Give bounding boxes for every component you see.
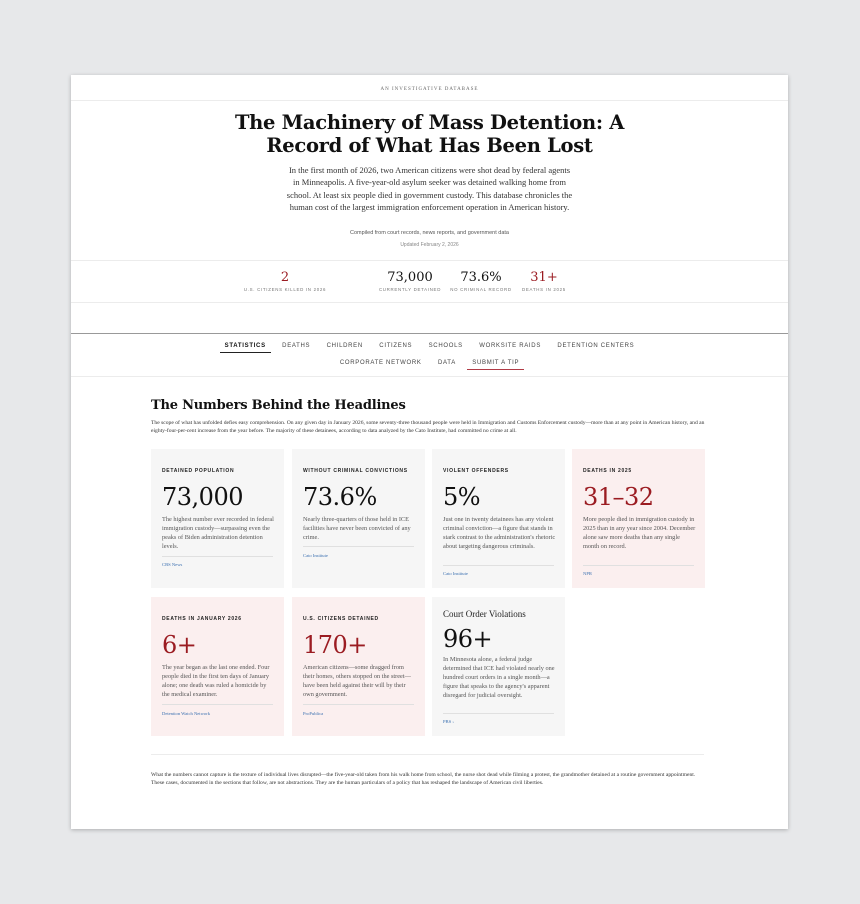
card-without-convictions <box>292 449 425 588</box>
stat-no-criminal-record <box>441 270 521 292</box>
card-source-link[interactable]: ProPublica <box>303 711 324 716</box>
header-divider <box>71 100 788 101</box>
card-label: WITHOUT CRIMINAL CONVICTIONS <box>303 468 408 474</box>
stats-bar <box>71 260 788 303</box>
card-court-order-violations <box>432 597 565 736</box>
section-intro: The scope of what has unfolded defies easy comprehension. On any given day in January 2026, some seventy-three thousand people were held in Immigration and Customs Enforcement custody—more than at any point in American history, and an eighty-four-per-cent increase from the year before. The majority of these detainees, according to data analyzed by the Cato Institute, had committed no crime at all. <box>151 420 705 434</box>
card-source-link[interactable]: Cato Institute <box>303 553 328 558</box>
card-divider <box>303 704 414 705</box>
tab-citizens[interactable]: CITIZENS <box>379 343 413 349</box>
card-divider <box>583 565 694 566</box>
tab-submit-a-tip[interactable]: SUBMIT A TIP <box>467 360 524 370</box>
card-label: VIOLENT OFFENDERS <box>443 468 509 474</box>
card-description: More people died in immigration custody in 2025 than in any year since 2004. December alone saw more deaths than any single month on record. <box>583 516 696 550</box>
tab-nav-row-1 <box>71 343 788 353</box>
card-divider <box>443 713 554 714</box>
card-source-link[interactable]: Cato Institute <box>443 571 468 576</box>
tab-deaths[interactable]: DEATHS <box>282 343 311 349</box>
card-label: DETAINED POPULATION <box>162 468 235 474</box>
card-description: In Minnesota alone, a federal judge determined that ICE had violated nearly one hundred court orders in a single month—a figure that speaks to the agency's apparent disregard for judicial oversight. <box>443 656 555 699</box>
card-description: American citizens—some dragged from their homes, others stopped on the street—have been held against their will by their own government. <box>303 664 411 698</box>
section-title: The Numbers Behind the Headlines <box>151 398 406 413</box>
card-value: 5% <box>443 483 481 511</box>
card-violent-offenders <box>432 449 565 588</box>
card-divider <box>162 704 273 705</box>
card-divider <box>162 556 273 557</box>
card-title: Court Order Violations <box>443 609 526 619</box>
card-source-link[interactable]: PBS › <box>443 719 454 724</box>
stat-label: NO CRIMINAL RECORD <box>450 287 512 292</box>
card-value: 6+ <box>162 631 197 659</box>
tab-nav-row-2 <box>71 360 788 370</box>
card-divider <box>443 565 554 566</box>
kicker: AN INVESTIGATIVE DATABASE <box>380 87 479 92</box>
card-source-link[interactable]: Detention Watch Network <box>162 711 211 716</box>
stat-currently-detained <box>370 270 450 292</box>
tab-children[interactable]: CHILDREN <box>326 343 363 349</box>
tabs-divider <box>71 376 788 377</box>
stat-deaths-2025 <box>514 270 574 292</box>
card-value: 170+ <box>303 631 367 659</box>
page-title: The Machinery of Mass Detention: A Record of What Has Been Lost <box>234 111 625 157</box>
stat-label: CURRENTLY DETAINED <box>378 287 442 292</box>
stat-label: DEATHS IN 2025 <box>522 287 566 292</box>
card-source-link[interactable]: NPR <box>583 571 592 576</box>
card-source-link[interactable]: CBS News <box>162 562 183 567</box>
card-description: Just one in twenty detainees has any violent criminal conviction—a figure that stands in stark contrast to the administration's rhetoric about targeting dangerous criminals. <box>443 516 556 550</box>
stat-citizens-killed <box>240 270 330 292</box>
card-deaths-january-2026 <box>151 597 284 736</box>
card-value: 96+ <box>443 625 493 653</box>
closing-divider <box>151 754 704 755</box>
nav-divider <box>71 333 788 334</box>
card-label: U.S. CITIZENS DETAINED <box>303 616 379 622</box>
stat-value: 2 <box>280 270 290 285</box>
card-value: 31–32 <box>583 483 654 511</box>
card-description: The highest number ever recorded in federal immigration custody—surpassing even the peaks of Biden administration detention levels. <box>162 516 274 550</box>
card-citizens-detained <box>292 597 425 736</box>
updated-date: Updated February 2, 2026 <box>400 242 459 248</box>
card-label: DEATHS IN JANUARY 2026 <box>162 616 242 622</box>
article-page <box>71 75 788 829</box>
card-deaths-2025 <box>572 449 705 588</box>
stat-label: U.S. CITIZENS KILLED IN 2026 <box>243 287 327 292</box>
tab-worksite-raids[interactable]: WORKSITE RAIDS <box>479 343 542 349</box>
card-value: 73.6% <box>303 483 377 511</box>
tab-statistics[interactable]: STATISTICS <box>220 343 271 353</box>
compiled-note: Compiled from court records, news reports, and government data <box>350 230 509 236</box>
tab-corporate-network[interactable]: CORPORATE NETWORK <box>339 360 422 366</box>
closing-paragraph: What the numbers cannot capture is the texture of individual lives disrupted—the five-year-old taken from his walk home from school, the nurse shot dead while filming a protest, the grandmother detained at a routine government appointment. These cases, documented in the sections that follow, are not abstractions. They are the human particulars of a policy that has reshaped the landscape of American civil liberties. <box>151 772 696 786</box>
stat-value: 73,000 <box>387 270 433 285</box>
tab-schools[interactable]: SCHOOLS <box>428 343 463 349</box>
tab-detention-centers[interactable]: DETENTION CENTERS <box>557 343 635 349</box>
card-value: 73,000 <box>162 483 243 511</box>
stat-value: 73.6% <box>460 270 502 285</box>
lede: In the first month of 2026, two American citizens were shot dead by federal agents in Minneapolis. A five-year-old asylum seeker was detained walking home from school. At least six people died in government custody. This database chronicles the human cost of the largest immigration enforcement operation in American history. <box>286 165 573 213</box>
card-divider <box>303 546 414 547</box>
card-detained-population <box>151 449 284 588</box>
card-description: Nearly three-quarters of those held in ICE facilities have never been convicted of any crime. <box>303 516 411 541</box>
stat-value: 31+ <box>530 270 558 285</box>
tab-data[interactable]: DATA <box>438 360 456 366</box>
card-label: DEATHS IN 2025 <box>583 468 632 474</box>
card-description: The year began as the last one ended. Four people died in the first ten days of January alone; one death was ruled a homicide by the medical examiner. <box>162 664 270 698</box>
